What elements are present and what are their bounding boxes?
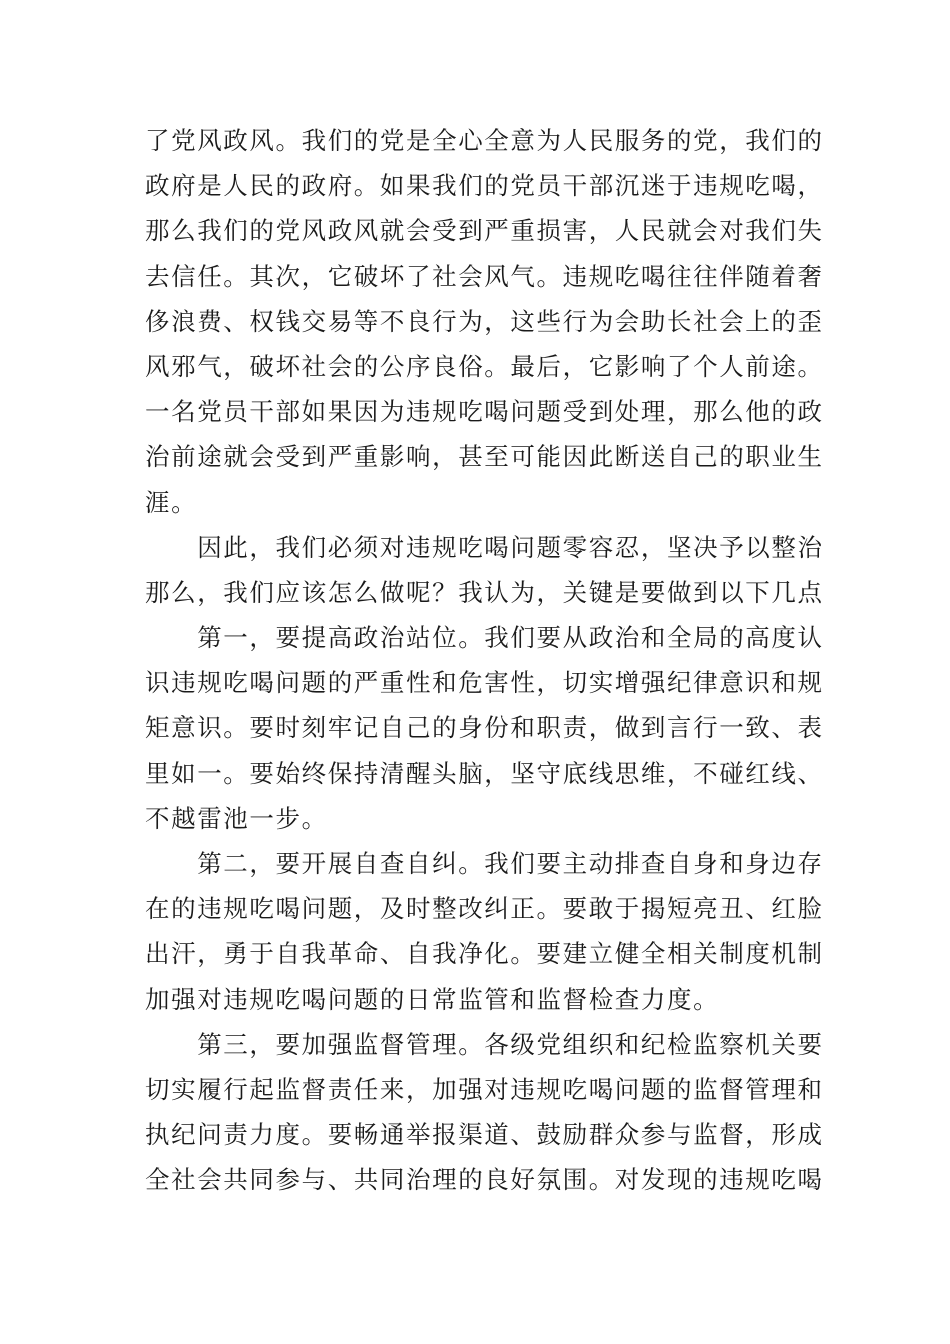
text-line: 了党风政风。我们的党是全心全意为人民服务的党，我们的 — [145, 126, 824, 155]
text-line: 因此，我们必须对违规吃喝问题零容忍，坚决予以整治 — [145, 532, 824, 562]
text-line: 切实履行起监督责任来，加强对违规吃喝问题的监督管理和 — [145, 1074, 824, 1104]
text-line: 去信任。其次，它破坏了社会风气。违规吃喝往往伴随着奢 — [145, 261, 824, 291]
text-line: 风邪气，破坏社会的公序良俗。最后，它影响了个人前途。 — [145, 351, 824, 381]
document-body — [145, 118, 824, 1203]
text-line: 侈浪费、权钱交易等不良行为，这些行为会助长社会上的歪 — [145, 306, 824, 336]
text-line: 加强对违规吃喝问题的日常监管和监督检查力度。 — [145, 984, 720, 1014]
text-line: 出汗，勇于自我革命、自我净化。要建立健全相关制度机制 — [145, 939, 824, 969]
text-line: 涯。 — [145, 487, 198, 517]
text-line: 治前途就会受到严重影响，甚至可能因此断送自己的职业生 — [145, 442, 824, 472]
text-line: 里如一。要始终保持清醒头脑，坚守底线思维，不碰红线、 — [145, 758, 824, 788]
text-line: 在的违规吃喝问题，及时整改纠正。要敢于揭短亮丑、红脸 — [145, 894, 824, 924]
text-line: 矩意识。要时刻牢记自己的身份和职责，做到言行一致、表 — [145, 713, 824, 743]
text-line: 那么我们的党风政风就会受到严重损害，人民就会对我们失 — [145, 216, 824, 246]
text-line: 不越雷池一步。 — [145, 803, 328, 833]
text-line: 全社会共同参与、共同治理的良好氛围。对发现的违规吃喝 — [145, 1165, 824, 1195]
text-line: 第三，要加强监督管理。各级党组织和纪检监察机关要 — [145, 1029, 824, 1059]
text-line: 第一，要提高政治站位。我们要从政治和全局的高度认 — [145, 623, 824, 653]
text-line: 识违规吃喝问题的严重性和危害性，切实增强纪律意识和规 — [145, 668, 824, 698]
text-line: 那么，我们应该怎么做呢？我认为，关键是要做到以下几点 — [145, 577, 824, 607]
text-line: 第二，要开展自查自纠。我们要主动排查自身和身边存 — [145, 849, 824, 878]
text-line: 执纪问责力度。要畅通举报渠道、鼓励群众参与监督，形成 — [145, 1120, 824, 1150]
text-line: 政府是人民的政府。如果我们的党员干部沉迷于违规吃喝， — [145, 171, 824, 201]
text-line: 一名党员干部如果因为违规吃喝问题受到处理，那么他的政 — [145, 397, 824, 427]
